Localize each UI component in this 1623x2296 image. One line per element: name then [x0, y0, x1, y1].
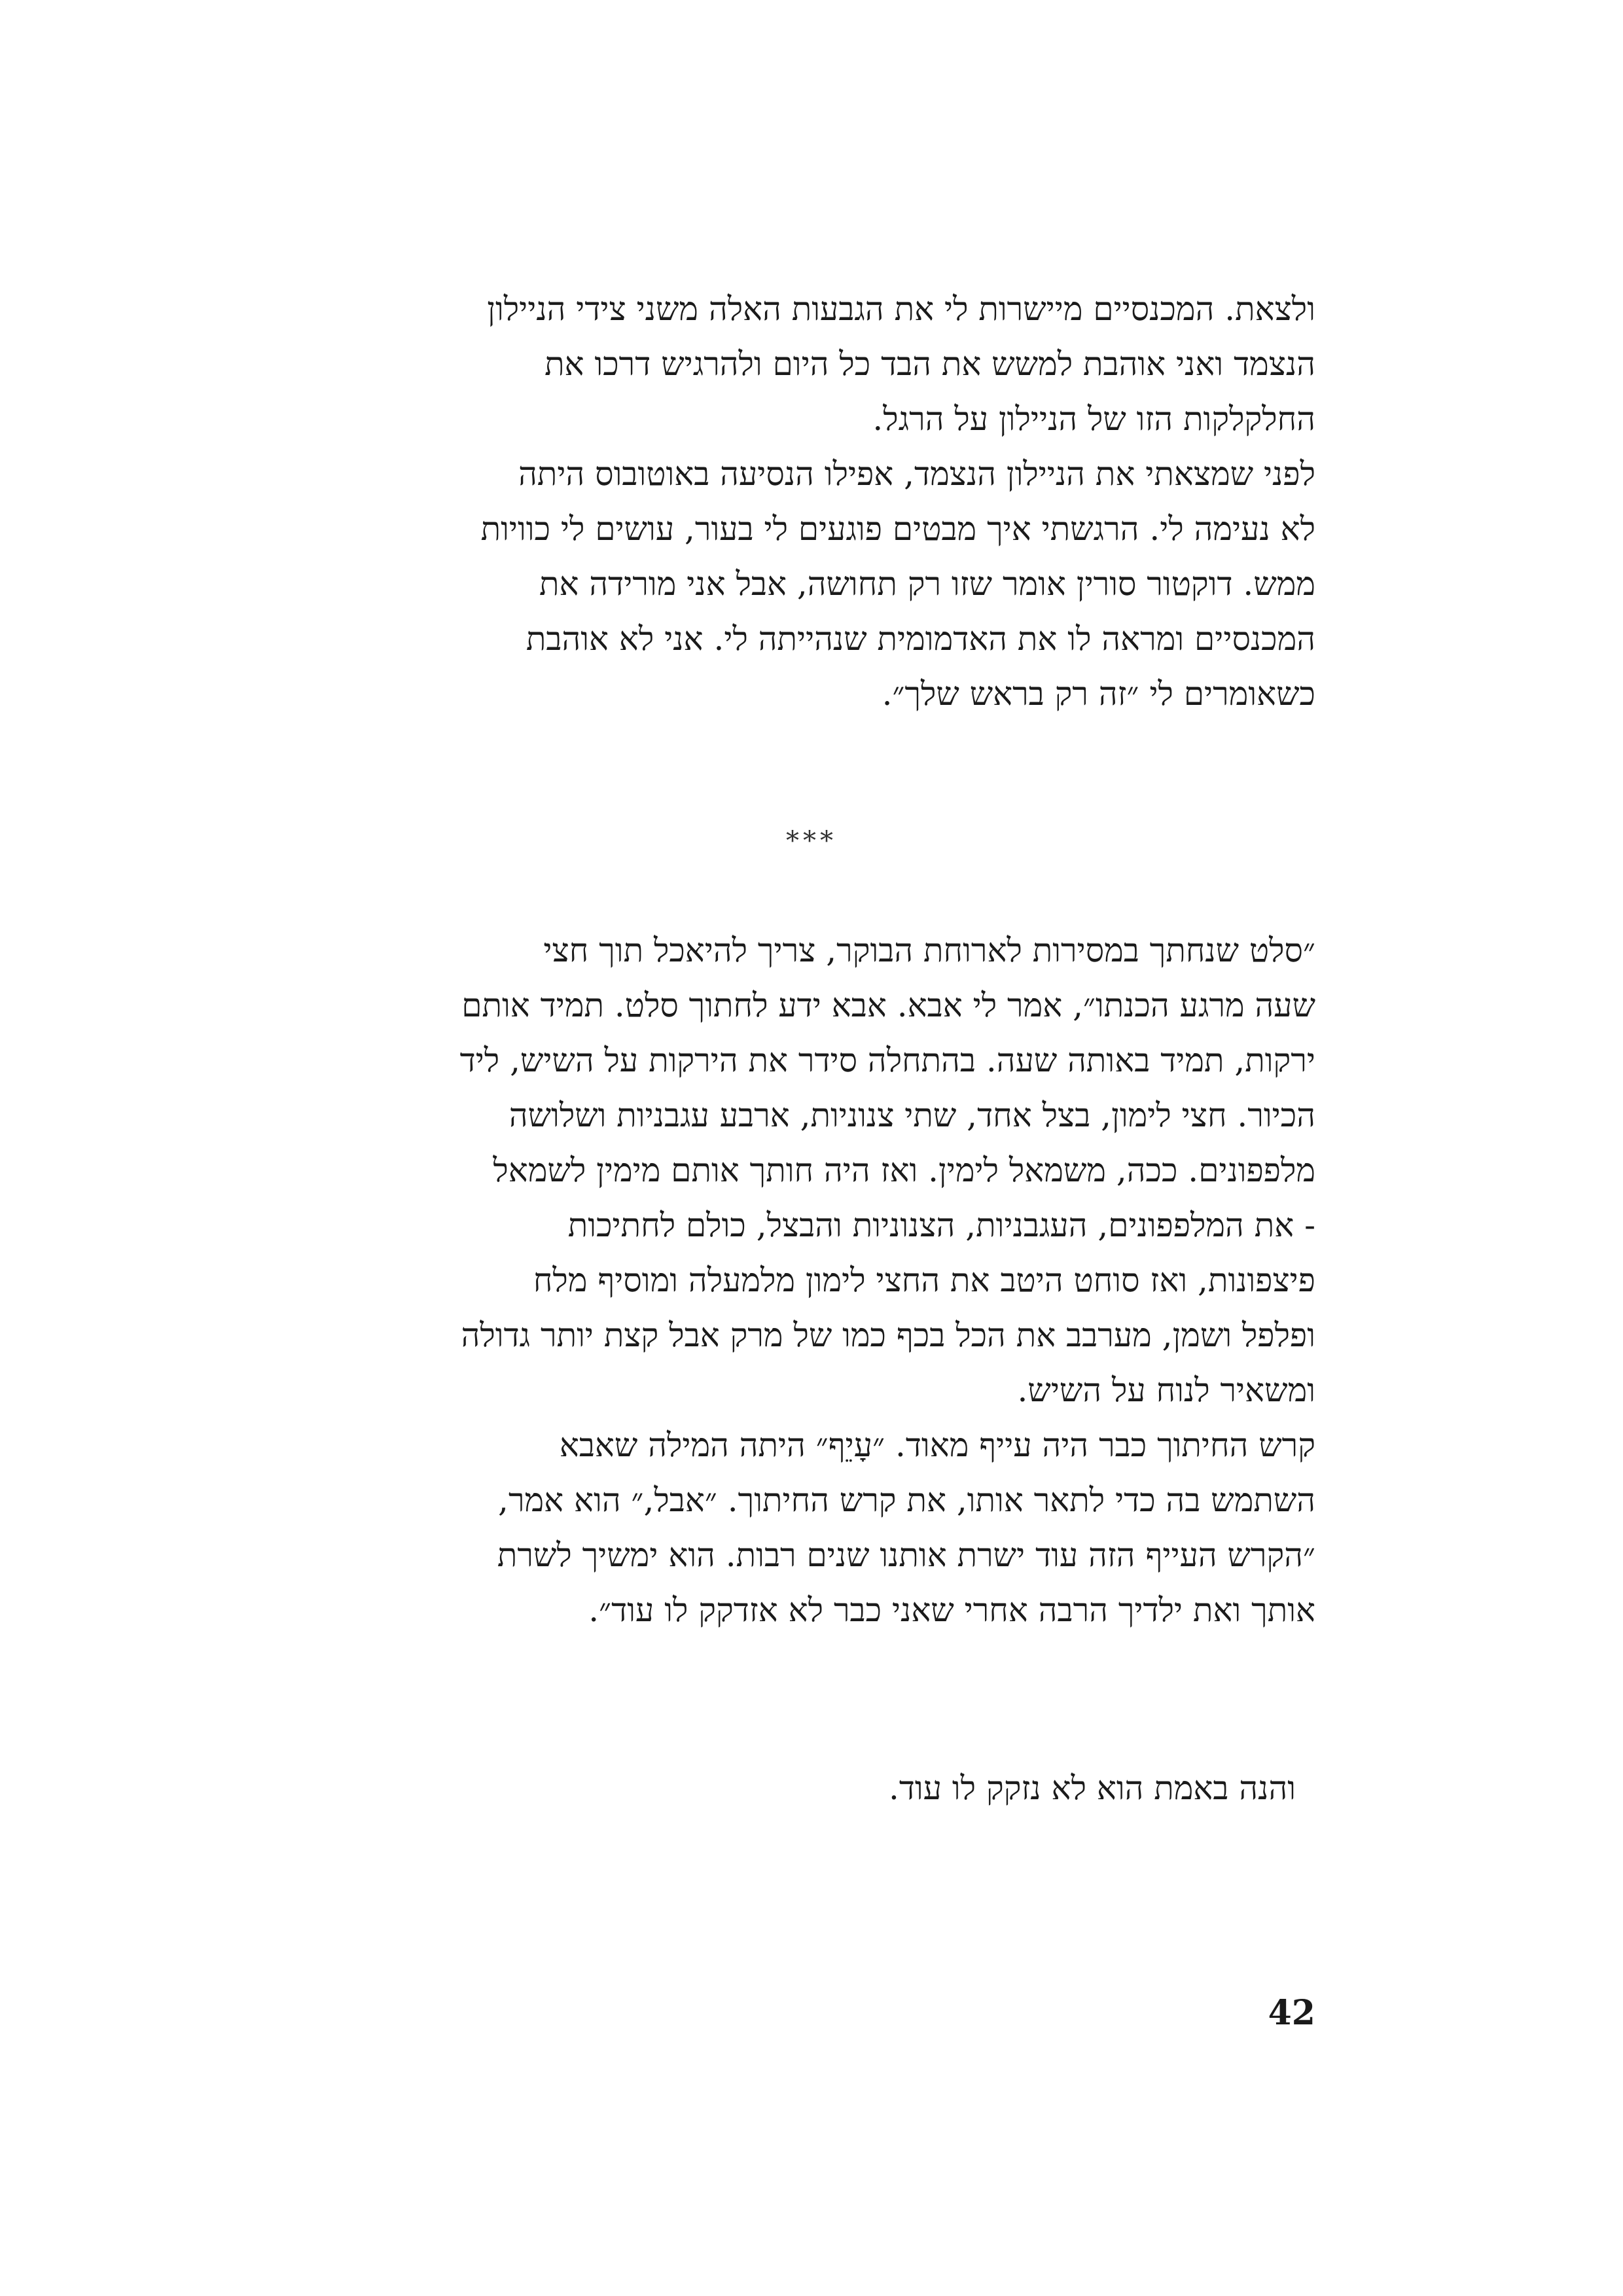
paragraph: ״סלט שנחתך במסירות לארוחת הבוקר, צריך להיאכל תוך חצי שעה מרגע הכנתו״, אמר לי אבא. אבא ידע לחתוך סלט. תמיד אותם ירקות, תמיד באותה שעה. בהתחלה סידר את הירקות על השיש, ליד הכיור. חצי לימון, בצל אחד, שתי צנוניות, ארבע עגבניות ושלושה מלפפונים. ככה, משמאל לימין. ואז היה חותך אותם מימין לשמאל - את המלפפונים, העגבניות, הצנוניות והבצל, כולם לחתיכות פיצפונות, ואז סוחט היטב את החצי לימון מלמעלה ומוסיף מלח ופלפל ושמן, מערבב את הכל בכף כמו של מרק אבל קצת יותר גדולה ומשאיר לנוח על השיש. — [459, 931, 1315, 1409]
paragraph: ולצאת. המכנסיים מיישרות לי את הגבעות האלה משני צידי הניילון הנצמד ואני אוהבת למשש את הבד כל היום ולהרגיש דרכו את החלקלקות הזו של הניילון על הרגל. — [487, 290, 1315, 438]
paragraph: קרש החיתוך כבר היה עייף מאוד. ״עָיֵף״ היתה המילה שאבא השתמש בה כדי לתאר אותו, את קרש החיתוך. ״אבל,״ הוא אמר, ״הקרש העייף הזה עוד ישרת אותנו שנים רבות. הוא ימשיך לשרת אותך ואת ילדיך הרבה אחרי שאני כבר לא אזדקק לו עוד״. — [497, 1426, 1315, 1629]
page-number: 42 — [1268, 1993, 1315, 2033]
section-divider: *** — [786, 826, 837, 856]
closing-line: והנה באמת הוא לא נזקק לו עוד. — [888, 1769, 1296, 1807]
paragraph: לפני שמצאתי את הניילון הנצמד, אפילו הנסיעה באוטובוס היתה לא נעימה לי. הרגשתי איך מבטים פוגעים לי בעור, עושים לי כוויות ממש. דוקטור סורין אומר שזו רק תחושה, אבל אני מורידה את המכנסיים ומראה לו את האדמומית שנהייתה לי. אני לא אוהבת כשאומרים לי ״זה רק בראש שלך״. — [480, 455, 1315, 713]
text-section-1 — [308, 281, 1315, 721]
text-section-2 — [308, 923, 1315, 1638]
